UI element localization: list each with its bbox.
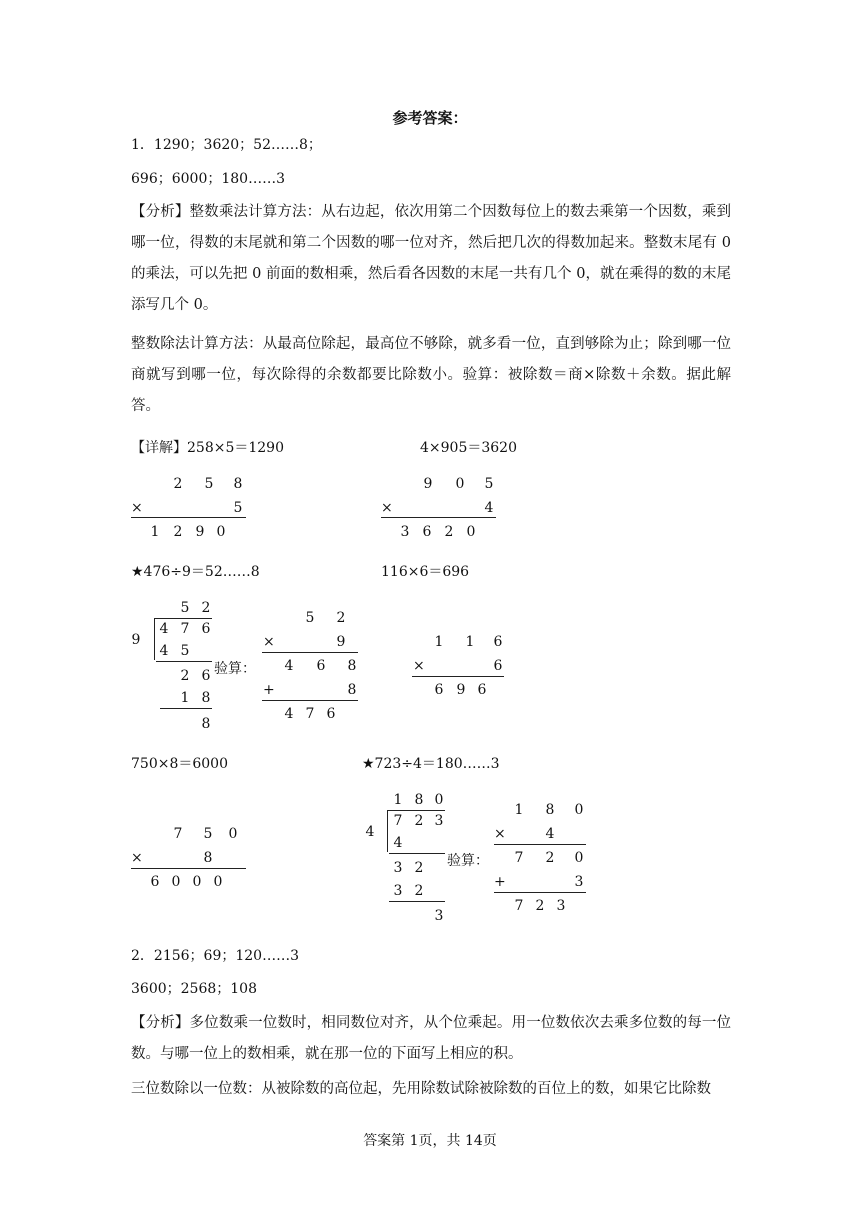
calc-digit: 4 [545, 826, 555, 842]
calc-line [389, 853, 445, 854]
calc-digit: 8 [233, 476, 243, 492]
page-footer: 答案第 1页，共 14页 [363, 1133, 497, 1149]
calc-digit: 9 [131, 632, 141, 648]
calc-line [494, 892, 586, 893]
calc-digit: 4 [159, 621, 169, 637]
q2-analysis: 【分析】多位数乘一位数时，相同数位对齐，从个位乘起。用一位数依次去乘多位数的每一位数。与哪一位上的数相乘，就在那一位的下面写上相应的积。 [131, 1015, 731, 1062]
calc-line [160, 708, 212, 709]
calc-digit: 4 [393, 835, 403, 851]
calc-digit: 0 [171, 874, 181, 890]
calc-digit: 0 [466, 524, 476, 540]
calc-digit: 8 [545, 802, 555, 818]
calc-digit: 8 [203, 850, 213, 866]
calc-digit: 0 [434, 792, 444, 808]
calc-digit: 2 [201, 600, 211, 616]
q2-answers-line2: 3600；2568；108 [131, 981, 257, 997]
q1-analysis: 【分析】整数乘法计算方法：从右边起，依次用第二个因数每位上的数去乘第一个因数，乘到哪一位，得数的末尾就和第二个因数的哪一位对齐，然后把几次的得数加起来。整数末尾有 0 的乘法，可以先把 0 前面的数相乘，然后看各因数的末尾一共有几个 0，就在乘得的数的末尾添写几个 0。 [131, 204, 731, 313]
q1-detail-4: 116×6＝696 [381, 564, 470, 580]
calc-digit: 1 [434, 634, 444, 650]
calc-digit: 8 [347, 682, 357, 698]
division-bar [154, 618, 212, 619]
division-bracket [154, 618, 155, 660]
calc-digit: 0 [213, 874, 223, 890]
calc-digit: 5 [305, 610, 315, 626]
calc-digit: 2 [173, 524, 183, 540]
calc-line [262, 652, 358, 653]
calc-digit: 6 [201, 668, 211, 684]
calc-digit: 5 [180, 643, 190, 659]
calc-digit: 6 [201, 621, 211, 637]
calc-digit: 5 [484, 476, 494, 492]
calc-digit: 6 [477, 682, 487, 698]
calc-digit: 8 [347, 658, 357, 674]
calc-digit: 6 [493, 658, 503, 674]
plus-sign: + [263, 682, 275, 698]
check-label: 验算： [214, 661, 256, 677]
calc-digit: 0 [216, 524, 226, 540]
calc-digit: 9 [456, 682, 466, 698]
q1-analysis-division: 整数除法计算方法：从最高位除起，最高位不够除，就多看一位，直到够除为止；除到哪一位商就写到哪一位，每次除得的余数都要比除数小。验算：被除数＝商×除数＋余数。据此解答。 [131, 336, 731, 414]
times-sign: × [131, 500, 143, 516]
q1-answers-line2: 696；6000；180……3 [131, 171, 285, 187]
calc-digit: 6 [326, 706, 336, 722]
calc-digit: 8 [201, 716, 211, 732]
calc-digit: 4 [484, 500, 494, 516]
calc-digit: 0 [455, 476, 465, 492]
q2-answers-line1: 2．2156；69；120……3 [131, 948, 299, 964]
calc-digit: 4 [159, 643, 169, 659]
calc-digit: 6 [434, 682, 444, 698]
calc-digit: 1 [393, 792, 403, 808]
times-sign: × [263, 634, 275, 650]
calc-line [156, 661, 212, 662]
calc-digit: 2 [414, 860, 424, 876]
calc-digit: 1 [150, 524, 160, 540]
calc-line [262, 700, 358, 701]
times-sign: × [131, 850, 143, 866]
times-sign: × [381, 500, 393, 516]
calc-digit: 2 [535, 898, 545, 914]
times-sign: × [494, 826, 506, 842]
calc-digit: 3 [434, 813, 444, 829]
calc-digit: 6 [422, 524, 432, 540]
check-label: 验算： [447, 853, 489, 869]
calc-digit: 1 [514, 802, 524, 818]
calc-digit: 3 [574, 874, 584, 890]
calc-digit: 2 [336, 610, 346, 626]
calc-digit: 9 [423, 476, 433, 492]
calc-line [494, 844, 586, 845]
calc-digit: 5 [233, 500, 243, 516]
plus-sign: + [494, 874, 506, 890]
calc-digit: 3 [556, 898, 566, 914]
calc-digit: 0 [192, 874, 202, 890]
calc-digit: 9 [336, 634, 346, 650]
calc-digit: 1 [180, 690, 190, 706]
calc-digit: 3 [393, 860, 403, 876]
q1-detail-6: ★723÷4＝180……3 [362, 756, 500, 772]
calc-digit: 4 [284, 658, 294, 674]
calc-digit: 3 [400, 524, 410, 540]
calc-digit: 7 [514, 898, 524, 914]
calc-digit: 2 [173, 476, 183, 492]
q1-answers-line1: 1．1290；3620；52……8； [131, 137, 322, 153]
calc-digit: 4 [365, 824, 375, 840]
q1-detail-1: 【详解】258×5＝1290 [131, 440, 284, 456]
calc-digit: 2 [414, 813, 424, 829]
q1-detail-3: ★476÷9＝52……8 [131, 564, 260, 580]
calc-digit: 1 [465, 634, 475, 650]
calc-digit: 4 [284, 706, 294, 722]
calc-digit: 3 [434, 908, 444, 924]
times-sign: × [413, 658, 425, 674]
q1-detail-5: 750×8＝6000 [131, 756, 228, 772]
calc-digit: 2 [414, 883, 424, 899]
page-title: 参考答案： [392, 109, 468, 127]
calc-digit: 7 [180, 621, 190, 637]
calc-line [131, 868, 246, 869]
calc-digit: 2 [180, 668, 190, 684]
calc-line [389, 901, 445, 902]
calc-digit: 2 [545, 850, 555, 866]
calc-digit: 8 [201, 690, 211, 706]
q1-detail-2: 4×905＝3620 [420, 440, 517, 456]
q2-analysis-division: 三位数除以一位数：从被除数的高位起，先用除数试除被除数的百位上的数，如果它比除数 [131, 1081, 711, 1097]
calc-digit: 6 [150, 874, 160, 890]
calc-digit: 7 [514, 850, 524, 866]
calc-digit: 8 [414, 792, 424, 808]
calc-digit: 5 [180, 600, 190, 616]
calc-digit: 3 [393, 883, 403, 899]
calc-digit: 7 [173, 826, 183, 842]
division-bracket [387, 810, 388, 852]
calc-digit: 7 [305, 706, 315, 722]
calc-digit: 7 [393, 813, 403, 829]
calc-digit: 9 [195, 524, 205, 540]
calc-digit: 0 [228, 826, 238, 842]
calc-digit: 6 [493, 634, 503, 650]
calc-digit: 6 [316, 658, 326, 674]
calc-line [412, 676, 504, 677]
division-bar [387, 810, 445, 811]
calc-digit: 5 [204, 476, 214, 492]
calc-digit: 5 [203, 826, 213, 842]
calc-line [131, 517, 246, 518]
calc-line [381, 517, 496, 518]
calc-digit: 0 [574, 850, 584, 866]
calc-digit: 2 [444, 524, 454, 540]
calc-digit: 0 [574, 802, 584, 818]
